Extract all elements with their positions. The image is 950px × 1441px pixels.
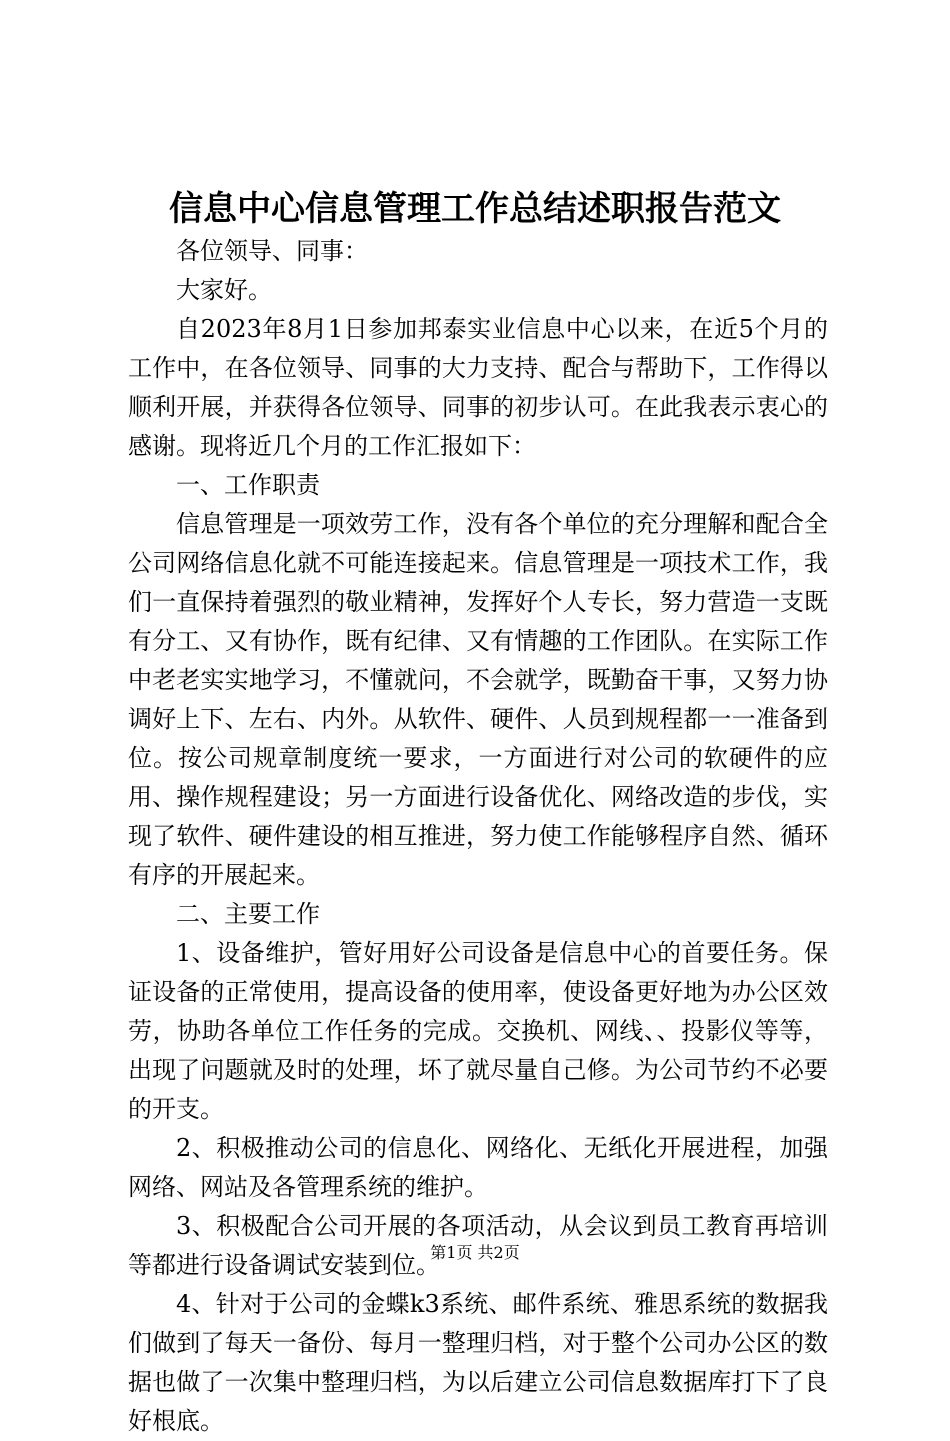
- work-item-1: 1、设备维护，管好用好公司设备是信息中心的首要任务。保证设备的正常使用，提高设备的使用率，使设备更好地为办公区效劳，协助各单位工作任务的完成。交换机、网线、、投影仪等等，出现了问题就及时的处理，坏了就尽量自己修。为公司节约不必要的开支。: [128, 939, 828, 1123]
- page-number-footer: 第1页 共2页: [430, 1243, 520, 1262]
- document-title: 信息中心信息管理工作总结述职报告范文: [169, 189, 781, 229]
- section-heading-main-work: 二、主要工作: [176, 900, 320, 928]
- greeting: 大家好。: [176, 276, 272, 304]
- work-item-2: 2、积极推动公司的信息化、网络化、无纸化开展进程，加强网络、网站及各管理系统的维护。: [128, 1134, 828, 1201]
- duties-paragraph: 信息管理是一项效劳工作，没有各个单位的充分理解和配合全公司网络信息化就不可能连接起来。信息管理是一项技术工作，我们一直保持着强烈的敬业精神，发挥好个人专长，努力营造一支既有分工、又有协作，既有纪律、又有情趣的工作团队。在实际工作中老老实实地学习，不懂就问，不会就学，既勤奋干事，又努力协调好上下、左右、内外。从软件、硬件、人员到规程都一一准备到位。按公司规章制度统一要求，一方面进行对公司的软硬件的应用、操作规程建设；另一方面进行设备优化、网络改造的步伐，实现了软件、硬件建设的相互推进，努力使工作能够程序自然、循环有序的开展起来。: [128, 510, 828, 889]
- work-item-4: 4、针对于公司的金蝶k3系统、邮件系统、雅思系统的数据我们做到了每天一备份、每月一整理归档，对于整个公司办公区的数据也做了一次集中整理归档，为以后建立公司信息数据库打下了良好根底。: [128, 1290, 828, 1435]
- section-heading-duties: 一、工作职责: [176, 471, 320, 499]
- salutation: 各位领导、同事：: [176, 237, 368, 265]
- work-item-3: 3、积极配合公司开展的各项活动，从会议到员工教育再培训等都进行设备调试安装到位。: [128, 1212, 828, 1279]
- intro-paragraph: 自2023年8月1日参加邦泰实业信息中心以来，在近5个月的工作中，在各位领导、同事的大力支持、配合与帮助下，工作得以顺利开展，并获得各位领导、同事的初步认可。在此我表示衷心的感谢。现将近几个月的工作汇报如下：: [128, 315, 828, 460]
